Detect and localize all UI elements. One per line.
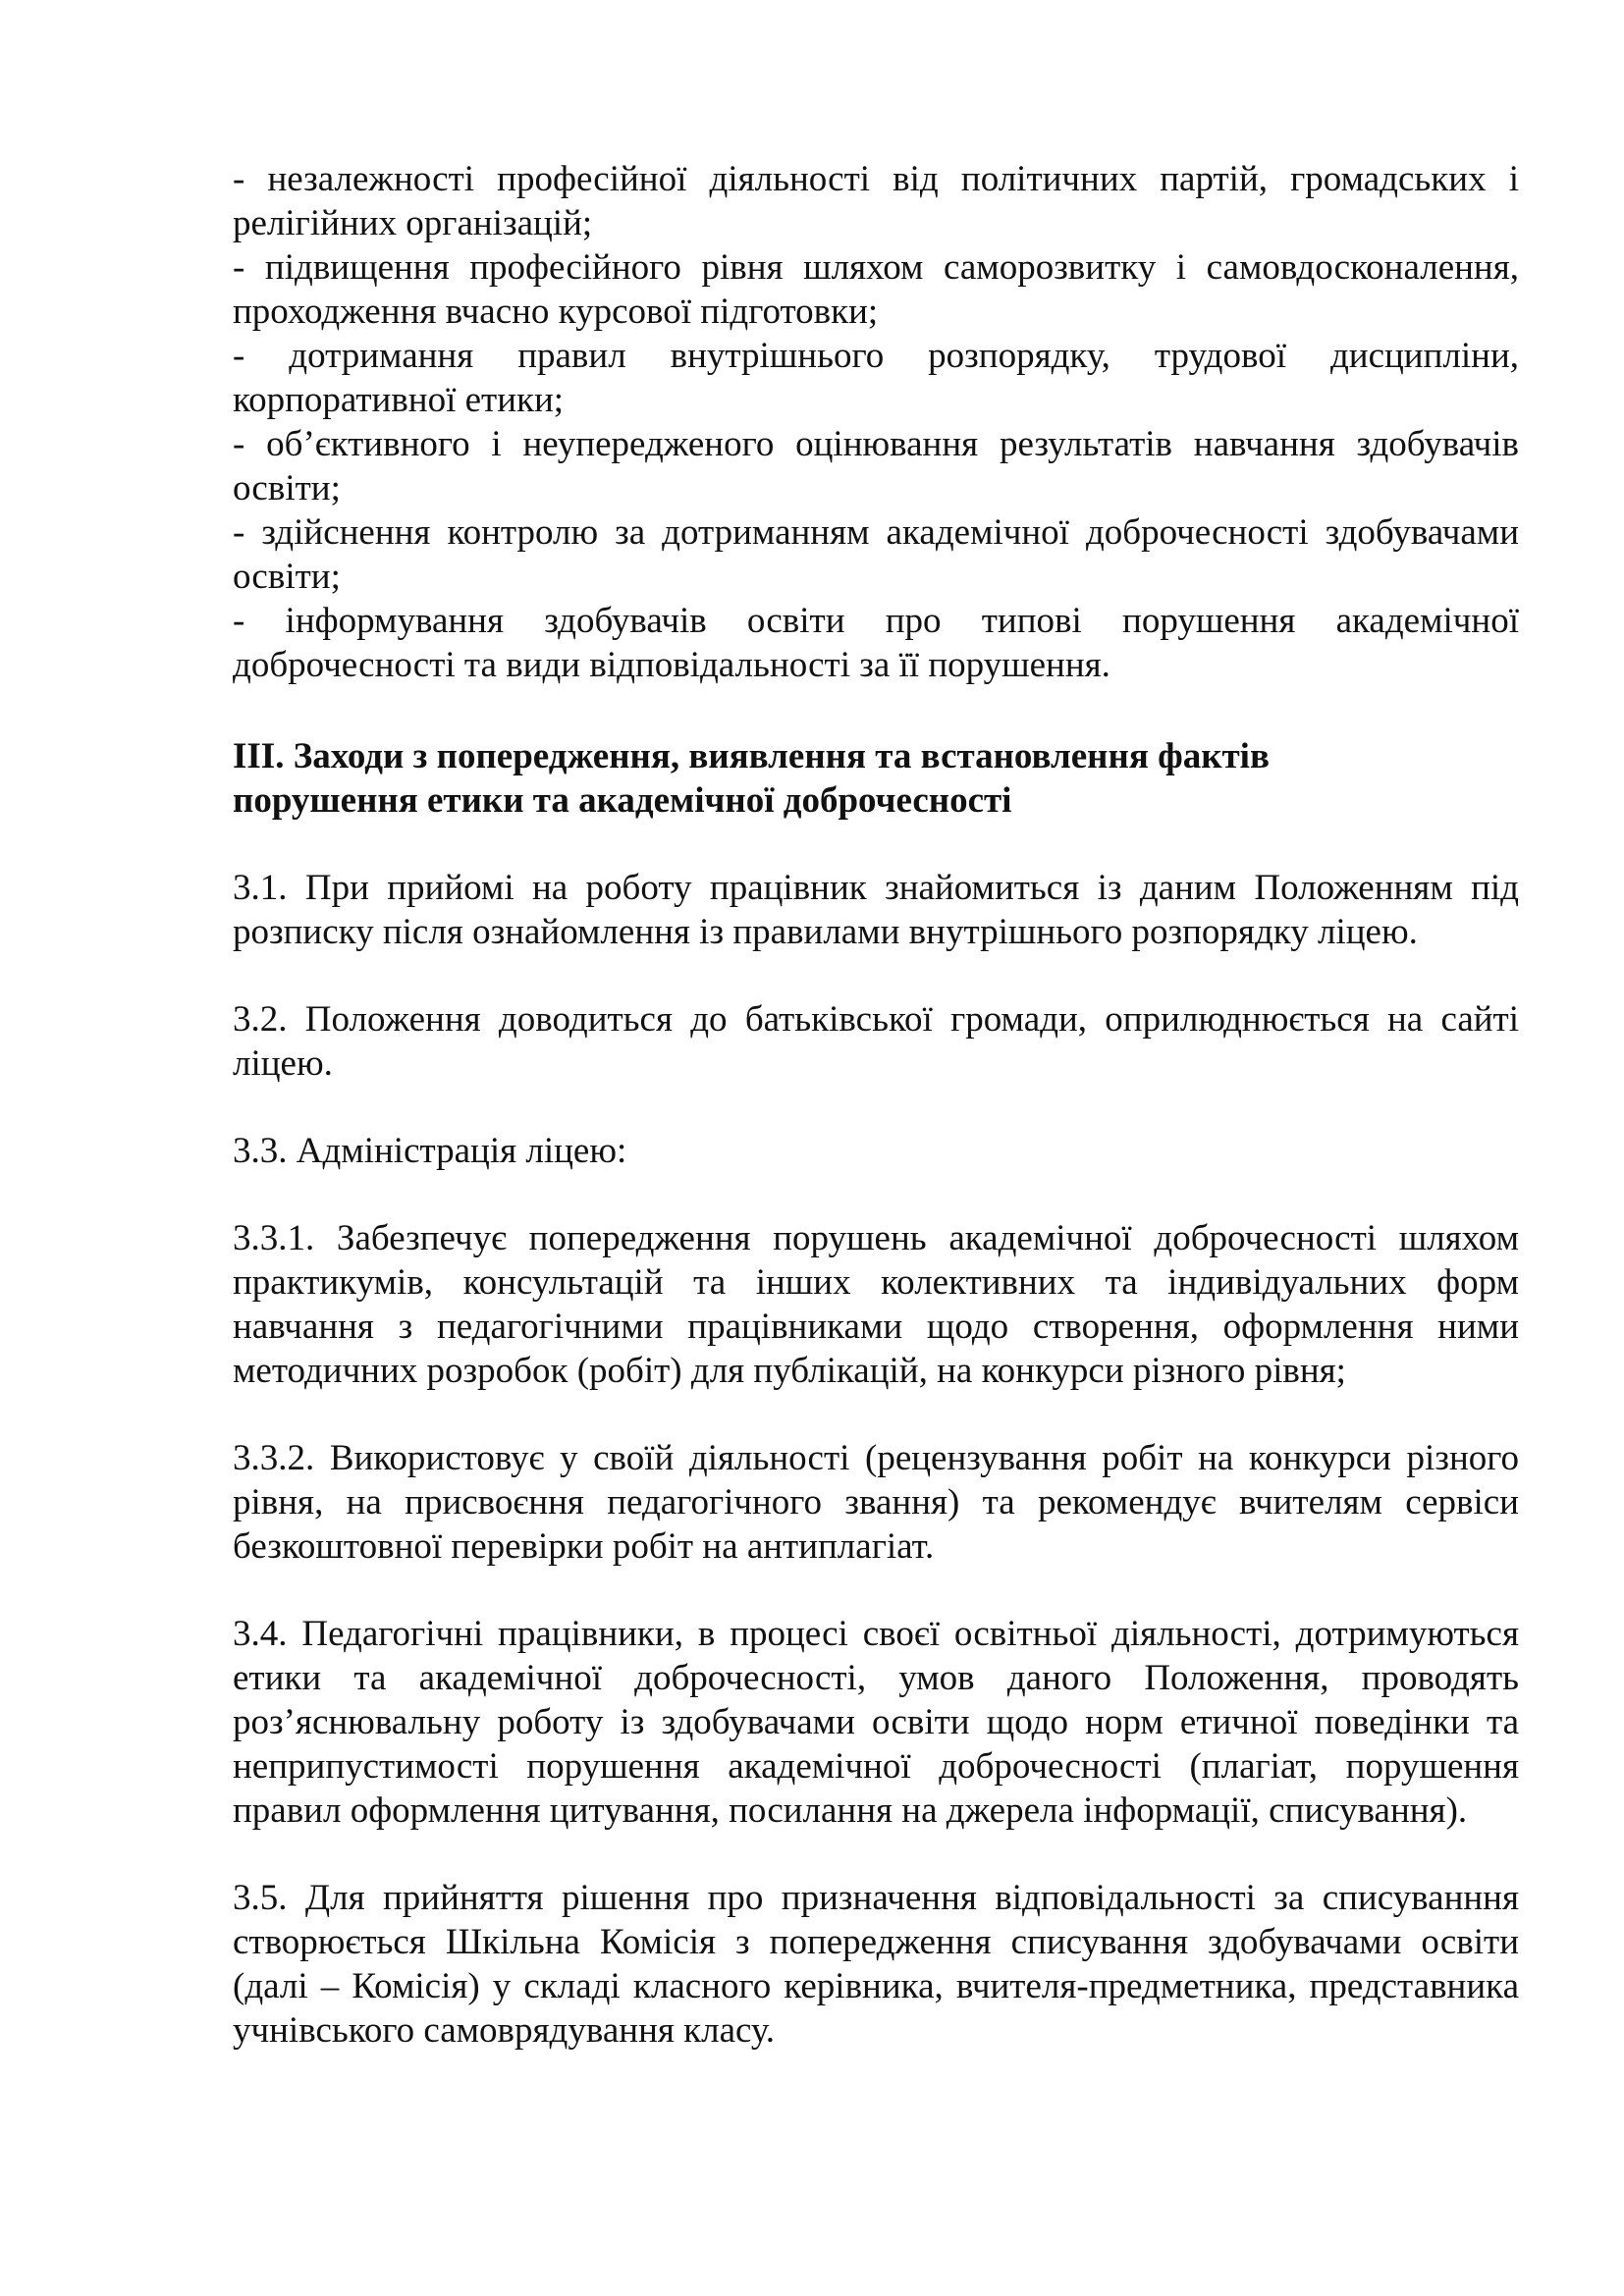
section-heading xyxy=(233,734,1519,823)
list-item: - здійснення контролю за дотриманням академічної доброчесності здобувачами освіти; xyxy=(233,512,1519,597)
list-item: - підвищення професійного рівня шляхом саморозвитку і самовдосконалення, проходження вчасно курсової підготовки; xyxy=(233,247,1519,332)
section-heading-line-2: порушення етики та академічної доброчесності xyxy=(233,780,1012,821)
paragraph-3-4: 3.4. Педагогічні працівники, в процесі своєї освітньої діяльності, дотримуються етики та академічної доброчесності, умов даного Положення, проводять роз’яснювальну роботу із здобувачами освіти щодо норм етичної поведінки та неприпустимості порушення академічної доброчесності (плагіат, порушення правил оформлення цитування, посилання на джерела інформації, списування). xyxy=(233,1614,1519,1831)
document-page xyxy=(233,157,1519,2053)
paragraph-3-3-2: 3.3.2. Використовує у своїй діяльності (рецензування робіт на конкурси різного рівня, на присвоєння педагогічного звання) та рекомендує вчителям сервіси безкоштовної перевірки робіт на антиплагіат. xyxy=(233,1438,1519,1567)
list-item: - об’єктивного і неупередженого оцінювання результатів навчання здобувачів освіти; xyxy=(233,424,1519,508)
list-item: - незалежності професійної діяльності від політичних партій, громадських і релігійних організацій; xyxy=(233,159,1519,243)
list-item: - дотримання правил внутрішнього розпорядку, трудової дисципліни, корпоративної етики; xyxy=(233,336,1519,420)
paragraph-3-1: 3.1. При прийомі на роботу працівник знайомиться із даним Положенням під розписку після ознайомлення із правилами внутрішнього розпорядку ліцею. xyxy=(233,868,1519,952)
list-item: - інформування здобувачів освіти про типові порушення академічної доброчесності та види відповідальності за її порушення. xyxy=(233,601,1519,685)
paragraph-3-5: 3.5. Для прийняття рішення про призначення відповідальності за списуванння створюється Шкільна Комісія з попередження списування здобувачами освіти (далі – Комісія) у складі класного керівника, вчителя-предметника, представника учнівського самоврядування класу. xyxy=(233,1878,1519,2051)
paragraph-3-3: 3.3. Адміністрація ліцею: xyxy=(233,1131,627,1171)
paragraph-3-3-1: 3.3.1. Забезпечує попередження порушень академічної доброчесності шляхом практикумів, консультацій та інших колективних та індивідуальних форм навчання з педагогічними працівниками щодо створення, оформлення ними методичних розробок (робіт) для публікацій, на конкурси різного рівня; xyxy=(233,1218,1519,1391)
bullet-list xyxy=(233,157,1519,687)
section-heading-line-1: ІІІ. Заходи з попередження, виявлення та встановлення фактів xyxy=(233,736,1270,776)
paragraph-3-2: 3.2. Положення доводиться до батьківської громади, оприлюднюється на сайті ліцею. xyxy=(233,999,1519,1084)
